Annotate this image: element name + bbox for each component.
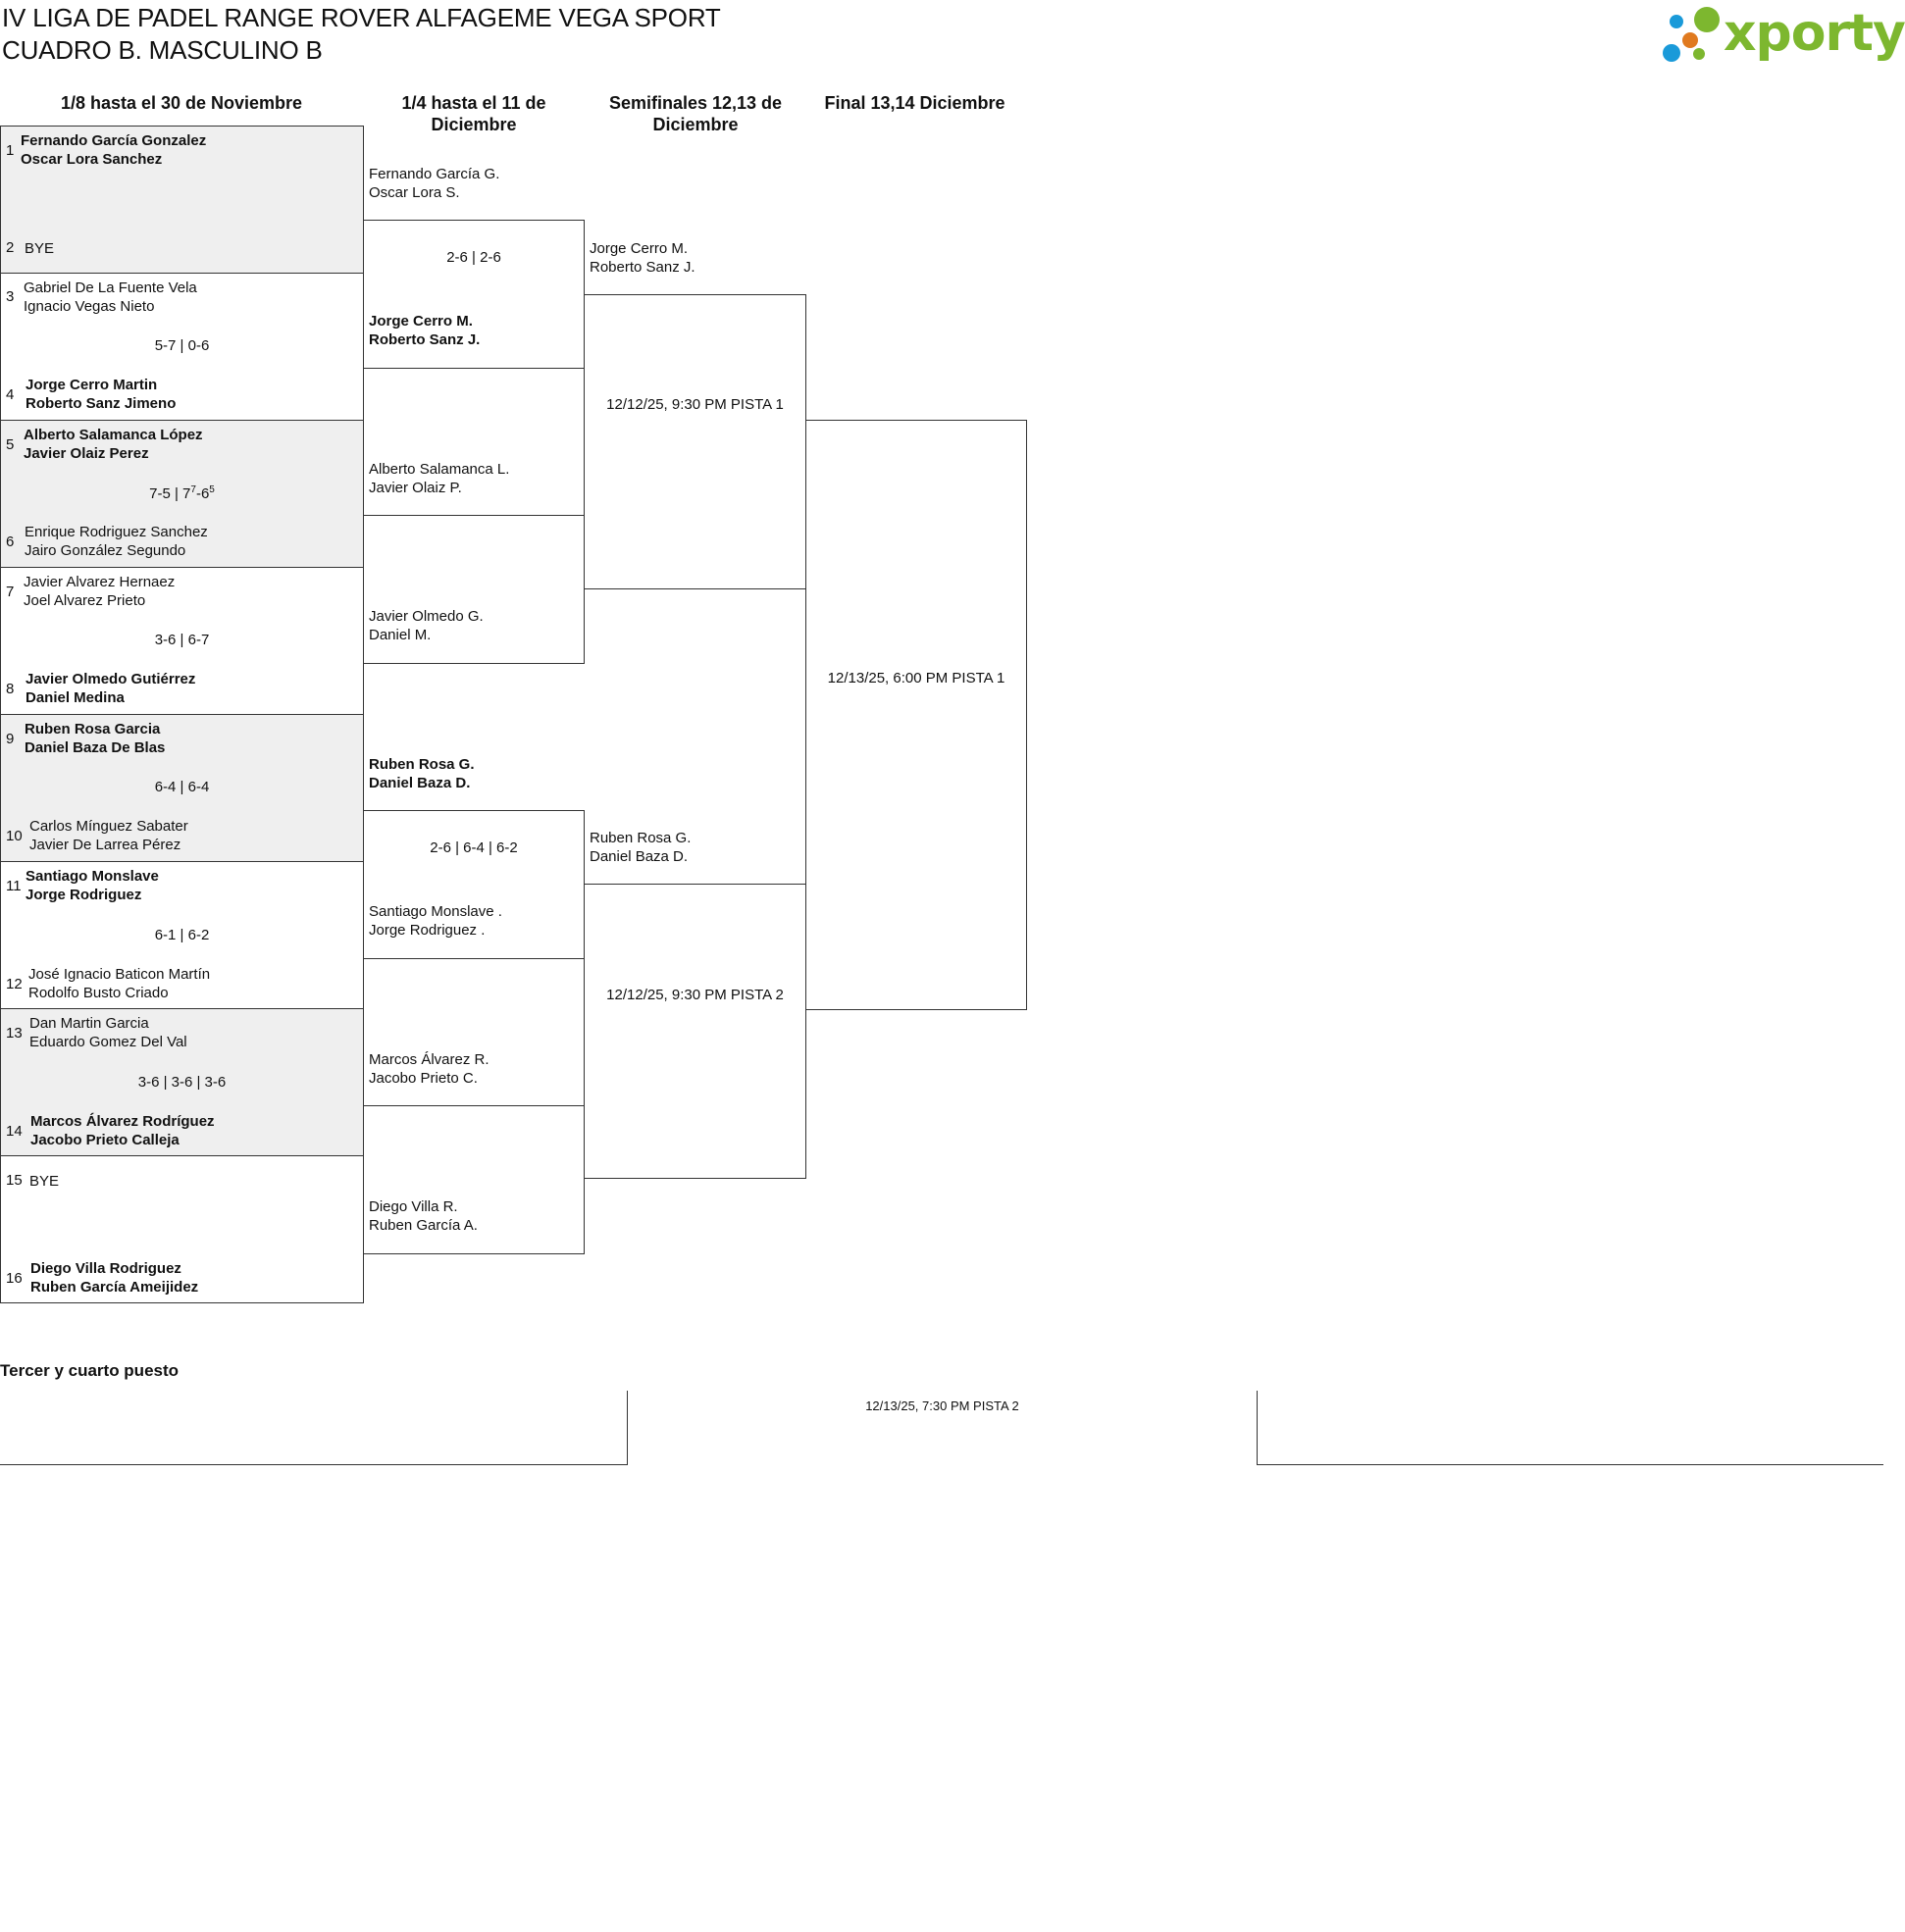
round-header-final: Final 13,14 Diciembre xyxy=(824,93,1005,113)
match-score: 6-4 | 6-4 xyxy=(154,779,210,795)
seed-number: 16 xyxy=(6,1270,23,1287)
team-entry: Santiago Monslave . Jorge Rodriguez . xyxy=(369,903,502,939)
seed-number: 1 xyxy=(6,142,15,159)
final-match xyxy=(805,420,1027,1010)
team-entry: Jorge Cerro M. Roberto Sanz J. xyxy=(590,240,695,276)
match-schedule: 12/12/25, 9:30 PM PISTA 2 xyxy=(606,987,784,1003)
third-place-slot-right xyxy=(1257,1391,1883,1465)
team-entry: Alberto Salamanca L. Javier Olaiz P. xyxy=(369,461,510,496)
team-entry: Fernando García G. Oscar Lora S. xyxy=(369,166,500,201)
team-entry: Alberto Salamanca López Javier Olaiz Perez xyxy=(24,427,203,462)
seed-number: 11 xyxy=(6,878,22,894)
sf-match-1 xyxy=(584,294,806,589)
seed-number: 8 xyxy=(6,681,15,697)
team-entry: Santiago Monslave Jorge Rodriguez xyxy=(26,868,159,903)
team-entry: Enrique Rodriguez Sanchez Jairo González Segundo xyxy=(25,524,208,559)
team-entry: BYE xyxy=(29,1173,60,1190)
team-entry: Dan Martin Garcia Eduardo Gomez Del Val xyxy=(29,1015,187,1050)
match-score: 6-1 | 6-2 xyxy=(154,927,210,943)
match-score: 2-6 | 6-4 | 6-2 xyxy=(430,839,518,856)
team-entry: Fernando García Gonzalez Oscar Lora Sanchez xyxy=(21,132,207,168)
team-entry: BYE xyxy=(25,240,55,257)
team-entry: Ruben Rosa G. Daniel Baza D. xyxy=(590,830,692,865)
match-score: 2-6 | 2-6 xyxy=(446,249,501,266)
seed-number: 6 xyxy=(6,534,15,550)
team-entry: Carlos Mínguez Sabater Javier De Larrea Pérez xyxy=(29,818,188,853)
seed-number: 13 xyxy=(6,1025,23,1042)
team-entry: Diego Villa R. Ruben García A. xyxy=(369,1198,478,1234)
team-entry: Ruben Rosa G. Daniel Baza D. xyxy=(369,756,475,791)
team-entry: Marcos Álvarez Rodríguez Jacobo Prieto Calleja xyxy=(30,1113,215,1148)
team-entry: Javier Alvarez Hernaez Joel Alvarez Prieto xyxy=(24,574,176,609)
match-schedule: 12/13/25, 7:30 PM PISTA 2 xyxy=(865,1398,1019,1413)
page-title: IV LIGA DE PADEL RANGE ROVER ALFAGEME VEGA SPORT xyxy=(2,3,721,32)
team-entry: Javier Olmedo G. Daniel M. xyxy=(369,608,484,643)
seed-number: 12 xyxy=(6,976,23,992)
third-place-slot-left xyxy=(0,1391,628,1465)
team-entry: Marcos Álvarez R. Jacobo Prieto C. xyxy=(369,1051,489,1087)
team-entry: José Ignacio Baticon Martín Rodolfo Busto Criado xyxy=(28,966,211,1001)
match-schedule: 12/12/25, 9:30 PM PISTA 1 xyxy=(606,396,784,413)
seed-number: 3 xyxy=(6,288,15,305)
round-header-sf: Semifinales 12,13 de Diciembre xyxy=(608,93,783,134)
page-subtitle: CUADRO B. MASCULINO B xyxy=(2,35,323,65)
sf-match-2 xyxy=(584,884,806,1179)
seed-number: 9 xyxy=(6,731,15,747)
seed-number: 14 xyxy=(6,1123,23,1140)
team-entry: Gabriel De La Fuente Vela Ignacio Vegas Nieto xyxy=(24,280,197,315)
match-score: 5-7 | 0-6 xyxy=(154,337,210,354)
seed-number: 15 xyxy=(6,1172,23,1189)
match-score: 7-5 | $7^7-6^5$ xyxy=(149,484,215,502)
team-entry: Jorge Cerro M. Roberto Sanz J. xyxy=(369,313,481,348)
round-header-r16: 1/8 hasta el 30 de Noviembre xyxy=(60,93,303,113)
match-score: 3-6 | 3-6 | 3-6 xyxy=(137,1074,227,1091)
logo-text: xporty xyxy=(1724,4,1905,63)
xporty-logo xyxy=(1663,4,1905,65)
seed-number: 4 xyxy=(6,386,15,403)
seed-number: 10 xyxy=(6,828,23,844)
team-entry: Jorge Cerro Martin Roberto Sanz Jimeno xyxy=(26,377,177,412)
seed-number: 7 xyxy=(6,584,15,600)
match-score: 3-6 | 6-7 xyxy=(154,632,210,648)
team-entry: Javier Olmedo Gutiérrez Daniel Medina xyxy=(26,671,196,706)
third-place-label: Tercer y cuarto puesto xyxy=(0,1361,180,1380)
team-entry: Diego Villa Rodriguez Ruben García Ameijidez xyxy=(30,1260,199,1296)
round-header-qf: 1/4 hasta el 11 de Diciembre xyxy=(401,93,546,134)
team-entry: Ruben Rosa Garcia Daniel Baza De Blas xyxy=(25,721,166,756)
match-schedule: 12/13/25, 6:00 PM PISTA 1 xyxy=(827,670,1005,686)
seed-number: 5 xyxy=(6,436,15,453)
seed-number: 2 xyxy=(6,239,15,256)
